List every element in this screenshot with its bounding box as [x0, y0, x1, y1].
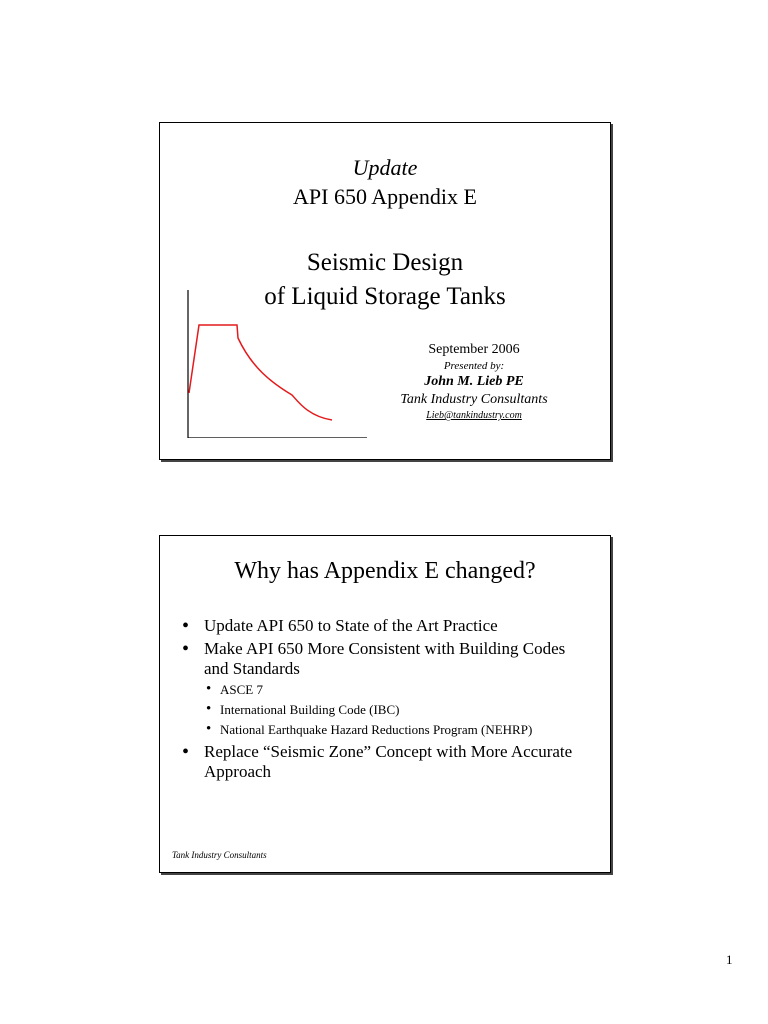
email-line	[390, 410, 558, 421]
title-line-2: of Liquid Storage Tanks	[264, 283, 506, 310]
title-line-1: Seismic Design	[306, 249, 464, 276]
slide-subtitle-update: Update	[352, 155, 418, 180]
page-number: 1	[726, 952, 733, 967]
email-link[interactable]: Lieb@tankindustry.com	[426, 410, 522, 421]
sub-list-item-text: International Building Code (IBC)	[220, 702, 400, 717]
bullet-icon: •	[182, 638, 190, 660]
sub-list-item	[182, 682, 592, 698]
slide-title: Why has Appendix E changed?	[234, 558, 536, 584]
list-item	[182, 616, 592, 636]
list-item-text: Update API 650 to State of the Art Practice	[204, 616, 498, 635]
spectrum-curve	[189, 325, 332, 420]
bullet-list	[182, 616, 592, 785]
sub-list-item	[182, 722, 592, 738]
presentation-date: September 2006	[428, 342, 520, 357]
sub-list-item-text: ASCE 7	[220, 682, 263, 697]
list-item-text: Make API 650 More Consistent with Building Codes and Standards	[204, 639, 566, 678]
slide-footer: Tank Industry Consultants	[172, 850, 267, 860]
sub-list-item	[182, 702, 592, 718]
bullet-icon: •	[182, 615, 190, 637]
response-spectrum-graphic	[182, 288, 372, 438]
bullet-icon: •	[206, 701, 212, 717]
title-slide	[159, 122, 611, 460]
list-item-text: Replace “Seismic Zone” Concept with More Accurate Approach	[204, 742, 573, 781]
list-item	[182, 639, 592, 679]
author-name: John M. Lieb PE	[424, 374, 524, 389]
list-item	[182, 742, 592, 782]
bullet-icon: •	[206, 721, 212, 737]
company-name: Tank Industry Consultants	[400, 392, 548, 407]
presented-by-label: Presented by:	[443, 360, 505, 372]
content-slide	[159, 535, 611, 873]
sub-list-item-text: National Earthquake Hazard Reductions Program (NEHRP)	[220, 722, 533, 737]
slide-heading-api: API 650 Appendix E	[293, 184, 477, 209]
bullet-icon: •	[206, 681, 212, 697]
bullet-icon: •	[182, 741, 190, 763]
